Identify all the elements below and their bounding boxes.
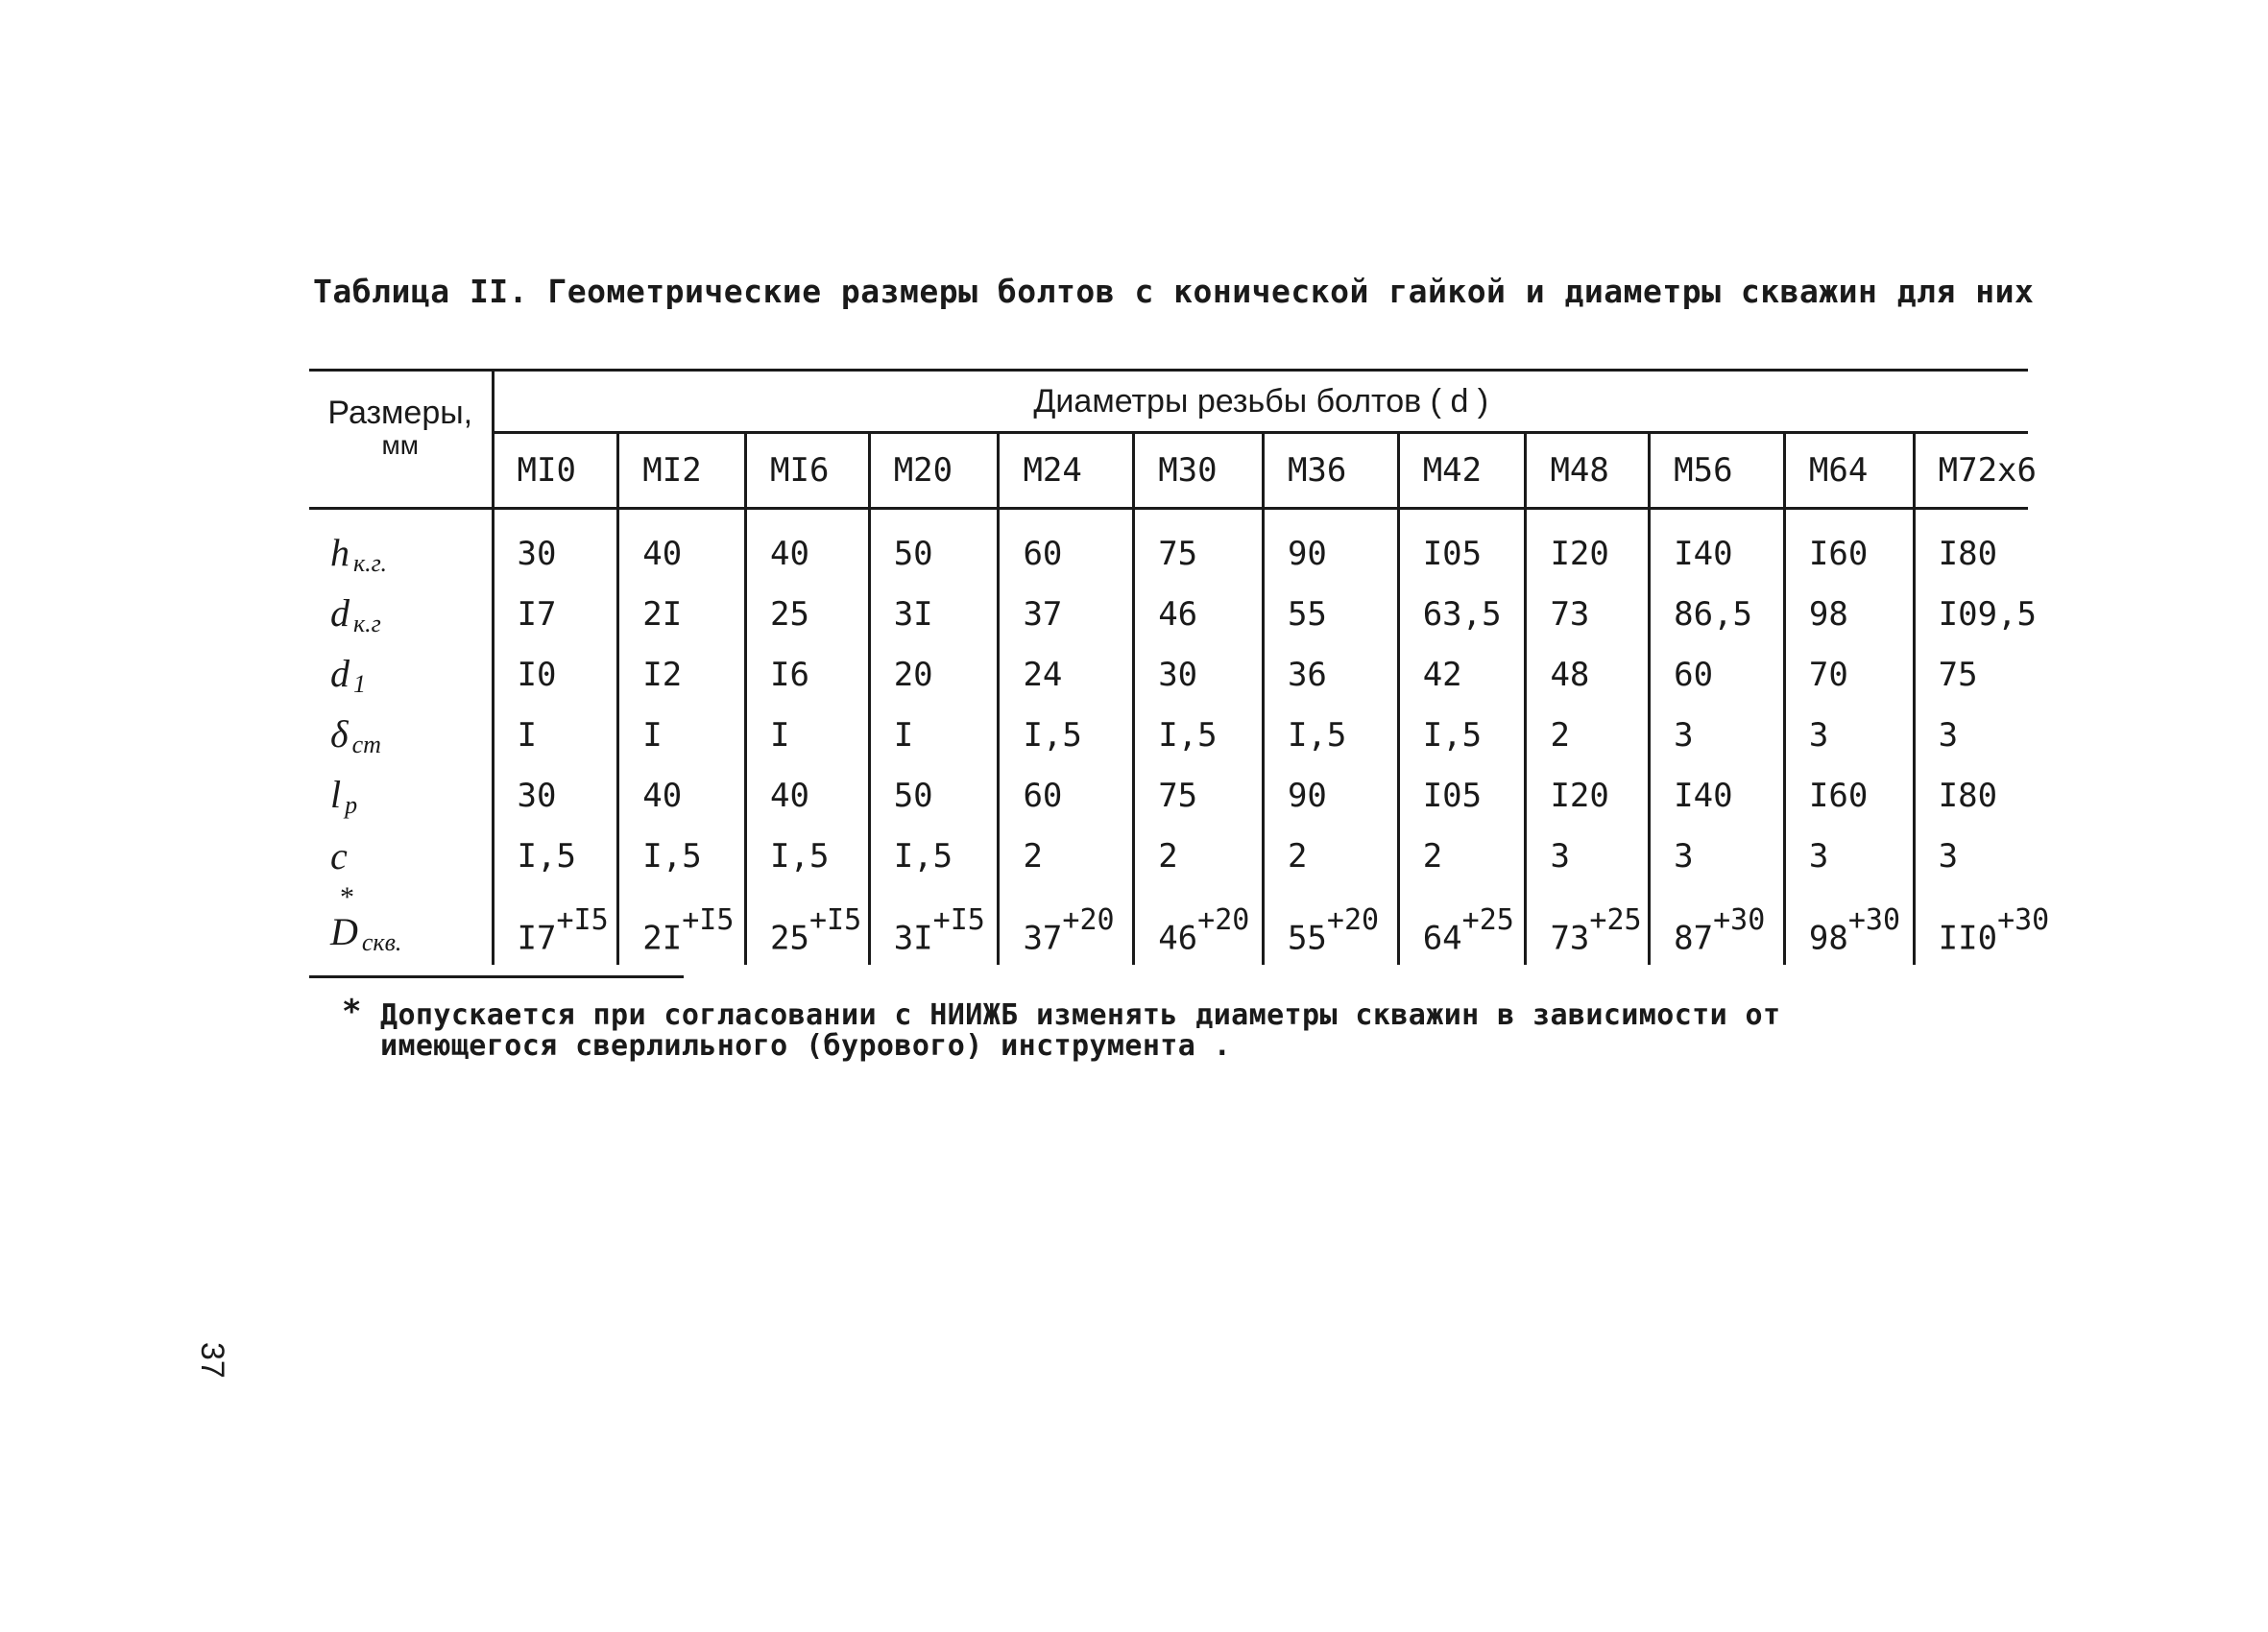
table-cell: $55^{+20}$ [1263,886,1398,965]
table-cell: 2I [618,584,746,644]
row-label [309,523,493,584]
table-cell: 40 [618,523,746,584]
column-header: MI2 [618,433,746,509]
table-cell: $I7^{+I5}$ [517,902,609,957]
table-cell: 20 [869,644,999,705]
column-header: M20 [869,433,999,509]
table-cell: 63,5 [1398,584,1526,644]
row-label [309,644,493,705]
tolerance: +30 [1713,902,1766,937]
table-cell: 3 [1914,705,2028,765]
table-cell: I [869,705,999,765]
table-cell: 42 [1398,644,1526,705]
table-cell: 73 [1526,584,1650,644]
row-label [309,705,493,765]
column-header: M48 [1526,433,1650,509]
table-cell: $73^{+25}$ [1526,886,1650,965]
table-cell: $98^{+30}$ [1784,886,1914,965]
table-cell: I80 [1914,765,2028,826]
table-cell: 3 [1650,705,1785,765]
table-cell: 60 [1650,644,1785,705]
tolerance: +25 [1461,902,1514,937]
table-cell: 90 [1263,523,1398,584]
footnote-text: Допускается при согласовании с НИИЖБ изменять диаметры скважин в зависимости от имеющегося сверлильного (бурового) инструмента . [380,998,1781,1063]
row-subscript: ст [351,730,381,758]
table-cell: 98 [1784,584,1914,644]
row-header-label: Размеры, [327,395,473,431]
table-cell: 75 [1134,765,1264,826]
table-cell: 2 [1526,705,1650,765]
table-cell: $2I^{+I5}$ [618,886,746,965]
table-cell: 3 [1784,826,1914,886]
column-header: MI6 [746,433,870,509]
table-cell: 3 [1784,705,1914,765]
table-cell: I,5 [517,836,576,876]
table-row [309,584,2028,644]
table-cell: 3 [1914,826,2028,886]
column-header: M72x6 [1914,433,2028,509]
table-cell: I [618,705,746,765]
tolerance: +I5 [556,902,609,937]
row-label [309,881,493,965]
table-cell: I40 [1650,765,1785,826]
table-cell: 50 [869,765,999,826]
row-symbol: l [330,772,342,816]
row-subscript: к.г [353,609,381,637]
table-cell: 70 [1784,644,1914,705]
row-symbol: d [330,651,350,695]
column-header-row [309,433,2028,509]
table-cell: 2 [1398,826,1526,886]
row-label [309,584,493,644]
table-cell: I60 [1784,765,1914,826]
table-cell: I09,5 [1914,584,2028,644]
column-header: M42 [1398,433,1526,509]
table-cell: 30 [517,776,557,815]
table-cell: $87^{+30}$ [1650,886,1785,965]
table-cell: I,5 [869,826,999,886]
tolerance: +30 [1847,902,1901,937]
footnote-divider [309,975,684,978]
footnote-star: * [340,881,354,913]
tolerance: +I5 [682,902,735,937]
tolerance: +I5 [932,902,985,937]
row-subscript: 1 [353,669,366,698]
row-label [309,765,493,826]
table-cell: 30 [517,534,557,573]
table-cell: 40 [746,765,870,826]
table-cell: I,5 [618,826,746,886]
table-cell: 40 [746,523,870,584]
column-header: M64 [1784,433,1914,509]
table-cell: 40 [618,765,746,826]
table-cell: $37^{+20}$ [999,886,1134,965]
table-cell: I2 [618,644,746,705]
table-cell: I05 [1398,523,1526,584]
table-body [309,509,2050,966]
table-cell: I,5 [746,826,870,886]
table-cell: 55 [1263,584,1398,644]
tolerance: +20 [1197,902,1250,937]
table-cell: 24 [999,644,1134,705]
row-symbol: δ [330,711,349,756]
row-subscript: скв. [361,928,402,956]
table-cell: 25 [746,584,870,644]
row-header-unit: мм [381,430,420,460]
table-cell: I20 [1526,523,1650,584]
table-row [309,886,2028,965]
table-cell: I7 [517,594,557,634]
table-caption: Таблица II. Геометрические размеры болтов с конической гайкой и диаметры скважин для них [313,273,2035,310]
table-cell: $II0^{+30}$ [1914,886,2028,965]
table-row [309,765,2028,826]
column-header: MI0 [493,433,618,509]
table-cell: 46 [1134,584,1264,644]
table-cell: I60 [1784,523,1914,584]
row-symbol: d [330,590,350,635]
table-cell: I6 [746,644,870,705]
table-row [309,826,2028,886]
table-cell: 36 [1263,644,1398,705]
row-symbol: h [330,530,350,574]
column-header: M30 [1134,433,1264,509]
table-cell: 75 [1914,644,2028,705]
table-cell: 2 [999,826,1134,886]
table-cell: 60 [999,523,1134,584]
group-header: Диаметры резьбы болтов ( d ) [493,371,2028,433]
table-row [309,644,2028,705]
spacer-row [309,509,2028,524]
table-cell: 48 [1526,644,1650,705]
tolerance: +I5 [808,902,862,937]
column-header: M36 [1263,433,1398,509]
tolerance: +20 [1326,902,1380,937]
table-cell: 37 [999,584,1134,644]
table-cell: 50 [869,523,999,584]
table-cell: I80 [1914,523,2028,584]
row-subscript: к.г. [353,548,387,577]
table-cell: I,5 [999,705,1134,765]
table-cell: I [517,715,538,755]
table-cell: I20 [1526,765,1650,826]
table-cell: I40 [1650,523,1785,584]
table-cell: 2 [1134,826,1264,886]
table-cell: I,5 [1263,705,1398,765]
table-cell: 75 [1134,523,1264,584]
table-cell: 90 [1263,765,1398,826]
column-header: M56 [1650,433,1785,509]
table-cell: $3I^{+I5}$ [869,886,999,965]
table-cell: I0 [517,655,557,694]
table-cell: 30 [1134,644,1264,705]
row-subscript: р [345,790,358,819]
table-cell: 2 [1263,826,1398,886]
column-header: M24 [999,433,1134,509]
table-cell: 3 [1650,826,1785,886]
row-symbol: D * [330,881,358,953]
tolerance: +25 [1589,902,1642,937]
table-cell: $25^{+I5}$ [746,886,870,965]
bolt-dimensions-table [309,369,2050,965]
footnote [342,993,1936,1063]
table-cell: I,5 [1398,705,1526,765]
table-cell: I05 [1398,765,1526,826]
table-cell: 86,5 [1650,584,1785,644]
table-row [309,705,2028,765]
table-cell: 3 [1526,826,1650,886]
table-cell: 60 [999,765,1134,826]
tolerance: +30 [1997,902,2050,937]
table-cell: $64^{+25}$ [1398,886,1526,965]
page-number: 37 [194,1342,230,1379]
table-cell: I,5 [1134,705,1264,765]
table-row [309,523,2028,584]
row-label [309,826,493,886]
table-cell: $46^{+20}$ [1134,886,1264,965]
tolerance: +20 [1062,902,1115,937]
table-cell: I [746,705,870,765]
row-header [309,371,493,509]
row-symbol: c [330,834,348,877]
footnote-mark: * [342,993,362,1031]
table-cell: 3I [869,584,999,644]
